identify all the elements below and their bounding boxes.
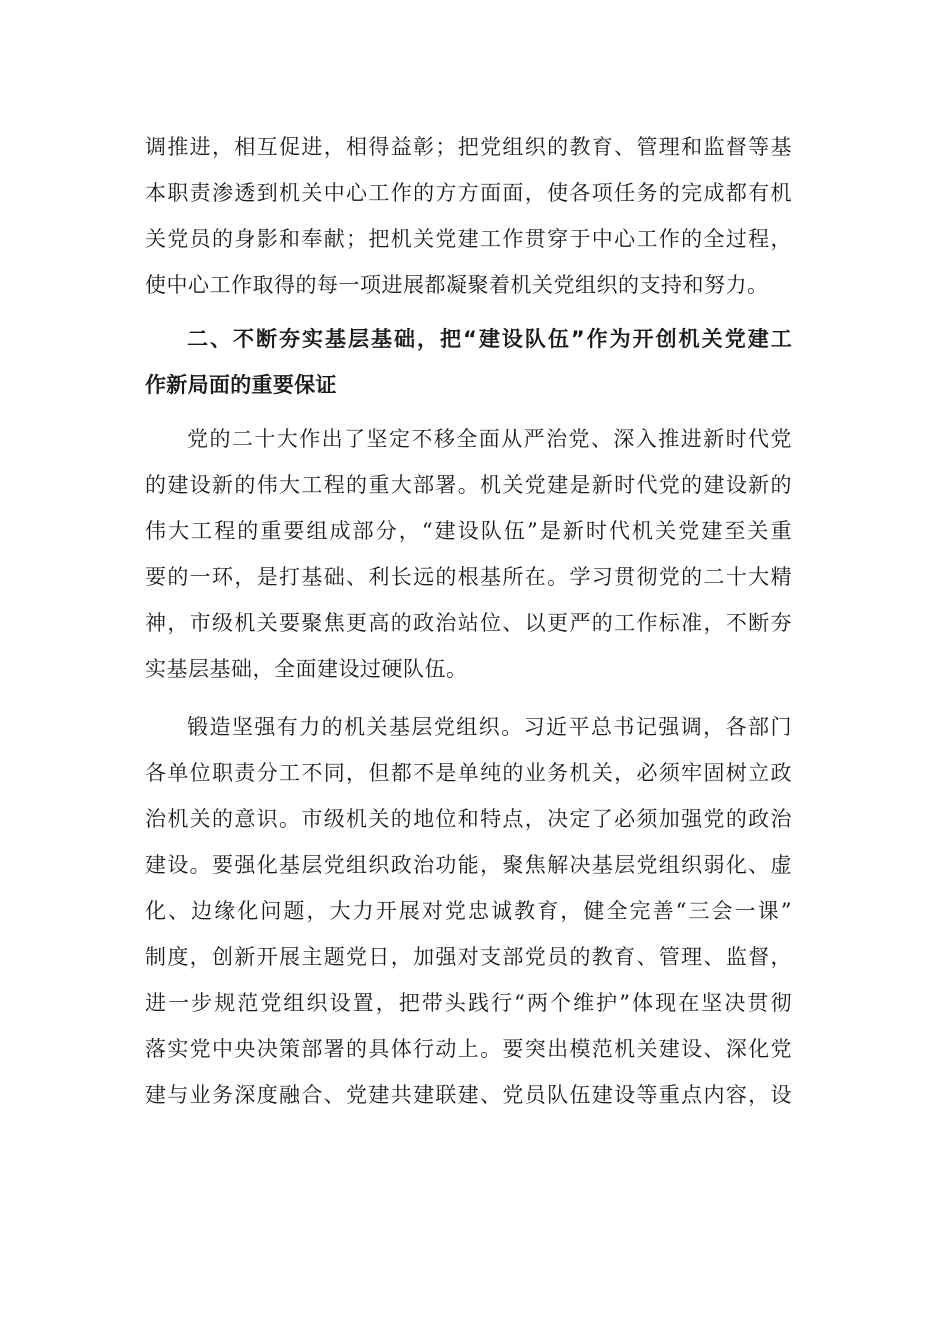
paragraph-1 [145,416,792,692]
text-line: 实基层基础，全面建设过硬队伍。 [145,657,468,681]
text-line: 伟大工程的重要组成部分，“建设队伍”是新时代机关党建至关重 [145,519,792,543]
text-line: 建设。要强化基层党组织政治功能，聚焦解决基层党组织弱化、虚 [145,853,792,877]
heading-line: 作新局面的重要保证 [145,373,337,397]
text-line: 制度，创新开展主题党日，加强对支部党员的教育、管理、监督， [145,945,792,969]
text-line: 落实党中央决策部署的具体行动上。要突出模范机关建设、深化党 [145,1037,792,1061]
text-line: 本职责渗透到机关中心工作的方方面面，使各项任务的完成都有机 [145,181,792,205]
section-heading [145,316,792,408]
text-line: 党的二十大作出了坚定不移全面从严治党、深入推进新时代党 [187,427,792,451]
text-line: 使中心工作取得的每一项进展都凝聚着机关党组织的支持和努力。 [145,273,769,297]
text-line: 化、边缘化问题，大力开展对党忠诚教育，健全完善“三会一课” [145,899,792,923]
text-line: 建与业务深度融合、党建共建联建、党员队伍建设等重点内容，设 [145,1083,792,1107]
text-line: 锻造坚强有力的机关基层党组织。习近平总书记强调，各部门 [187,715,792,739]
paragraph-continued [145,124,792,308]
document-body [145,124,792,1118]
heading-line: 二、不断夯实基层基础，把“建设队伍”作为开创机关党建工 [187,327,792,351]
text-line: 各单位职责分工不同，但都不是单纯的业务机关，必须牢固树立政 [145,761,792,785]
text-line: 的建设新的伟大工程的重大部署。机关党建是新时代党的建设新的 [145,473,792,497]
text-line: 治机关的意识。市级机关的地位和特点，决定了必须加强党的政治 [145,807,792,831]
text-line: 关党员的身影和奉献；把机关党建工作贯穿于中心工作的全过程， [145,227,792,251]
paragraph-2 [145,704,792,1118]
text-line: 进一步规范党组织设置，把带头践行“两个维护”体现在坚决贯彻 [145,991,792,1015]
text-line: 调推进，相互促进，相得益彰；把党组织的教育、管理和监督等基 [145,135,792,159]
text-line: 神，市级机关要聚焦更高的政治站位、以更严的工作标准，不断夯 [145,611,792,635]
text-line: 要的一环，是打基础、利长远的根基所在。学习贯彻党的二十大精 [145,565,792,589]
